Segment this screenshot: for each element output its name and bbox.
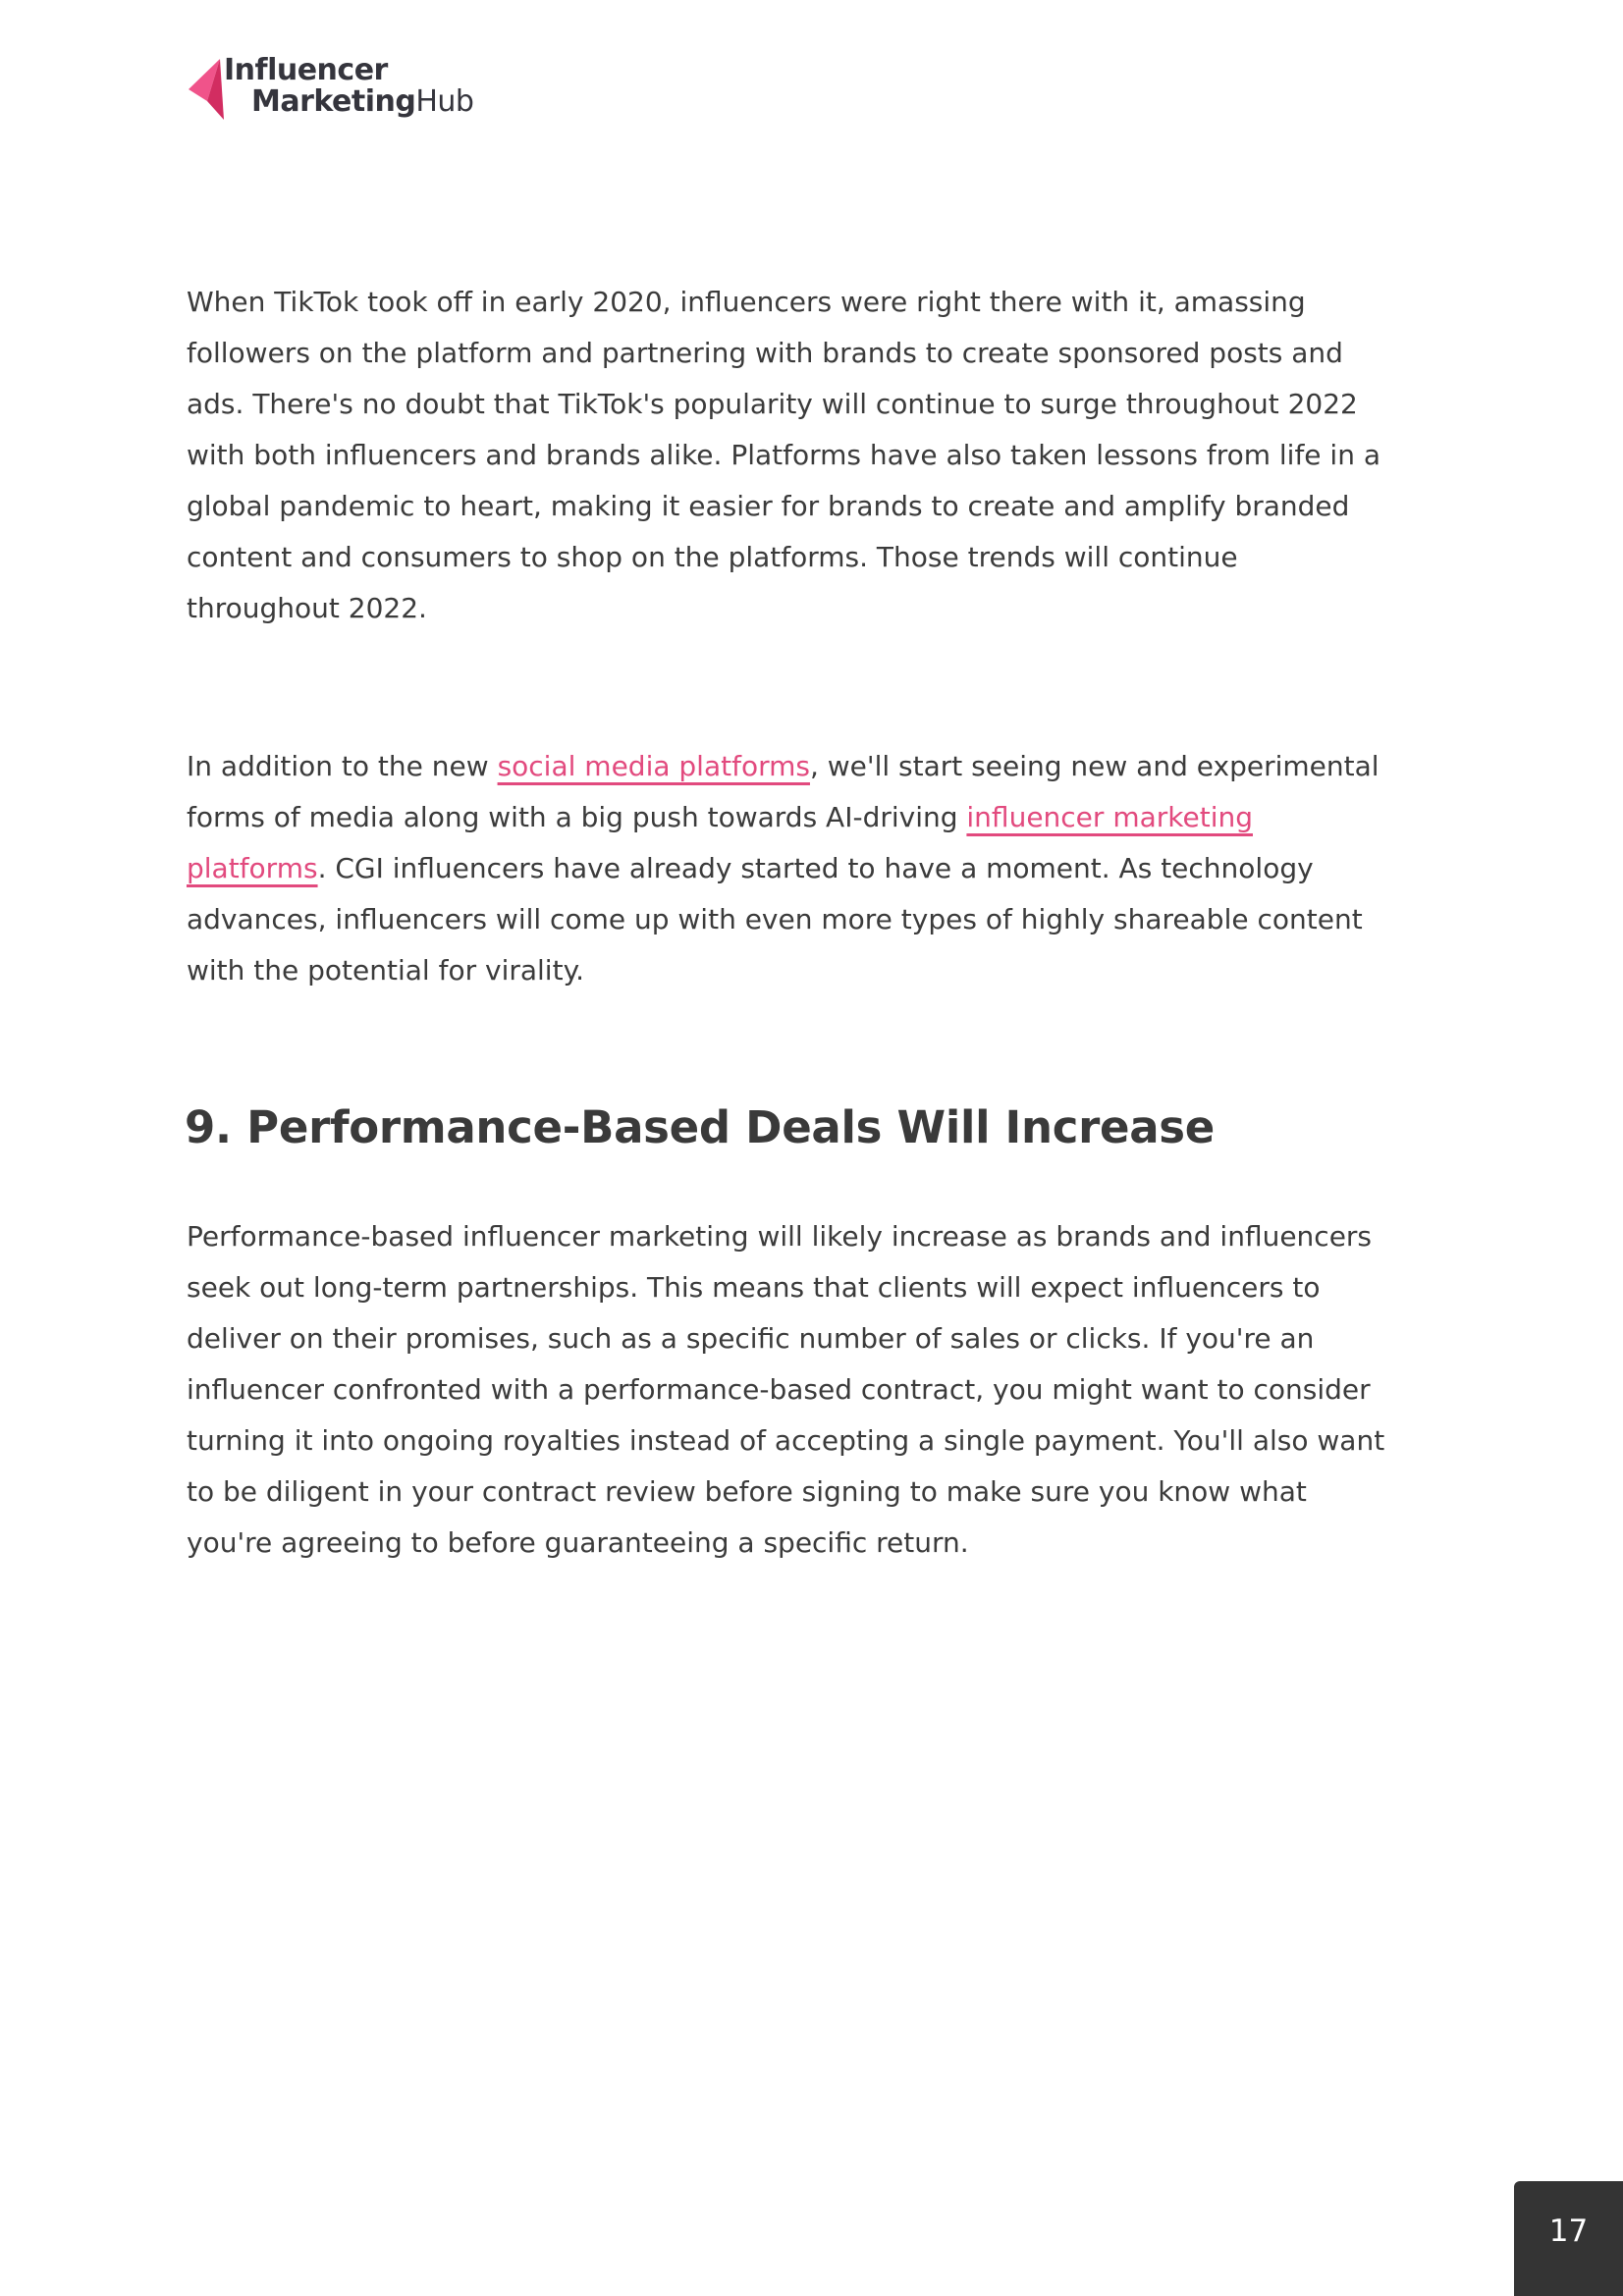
section-heading-performance-deals: 9. Performance-Based Deals Will Increase — [185, 1101, 1215, 1154]
paragraph-tiktok-trends: When TikTok took off in early 2020, influencers were right there with it, amassing followers on the platform and partnering with brands to create sponsored posts and ads. There's no doubt that TikTok's popularity will continue to surge throughout 2022 with both influencers and brands alike. Platforms have also taken lessons from life in a global pandemic to heart, making it easier for brands to create and amplify branded content and consumers to shop on the platforms. Those trends will continue throughout 2022. — [187, 286, 1381, 624]
paragraph-performance-based: Performance-based influencer marketing will likely increase as brands and influencers seek out long-term partnerships. This means that clients will expect influencers to deliver on their promises, such as a specific number of sales or clicks. If you're an influencer confronted with a performance-based contract, you might want to consider turning it into ongoing royalties instead of accepting a single payment. You'll also want to be diligent in your contract review before signing to make sure you know what you're agreeing to before guaranteeing a specific return. — [187, 1220, 1385, 1559]
logo-wordmark-hub: Hub — [415, 84, 474, 119]
page-number: 17 — [1548, 2213, 1589, 2249]
page-number-badge — [1514, 2181, 1623, 2296]
paragraph-2-text-after: . CGI influencers have already started to have a moment. As technology advances, influencers will come up with even more types of highly shareable content with the potential for virality. — [187, 852, 1363, 987]
link-influencer-marketing-platforms[interactable]: influencer marketing platforms — [187, 801, 1253, 884]
paragraph-2-text-before: In addition to the new — [187, 750, 498, 782]
logo-wordmark-marketing: Marketing — [251, 84, 416, 119]
influencer-marketinghub-logo — [189, 53, 503, 127]
logo-wordmark-line1: Influencer — [224, 53, 388, 87]
paragraph-new-platforms — [187, 741, 1399, 996]
link-social-media-platforms[interactable]: social media platforms — [497, 750, 810, 782]
paragraph-2-text-middle: , we'll start seeing new and experimental forms of media along with a big push towards AI-driving — [187, 750, 1380, 833]
logo-wordmark-line2 — [251, 84, 473, 119]
